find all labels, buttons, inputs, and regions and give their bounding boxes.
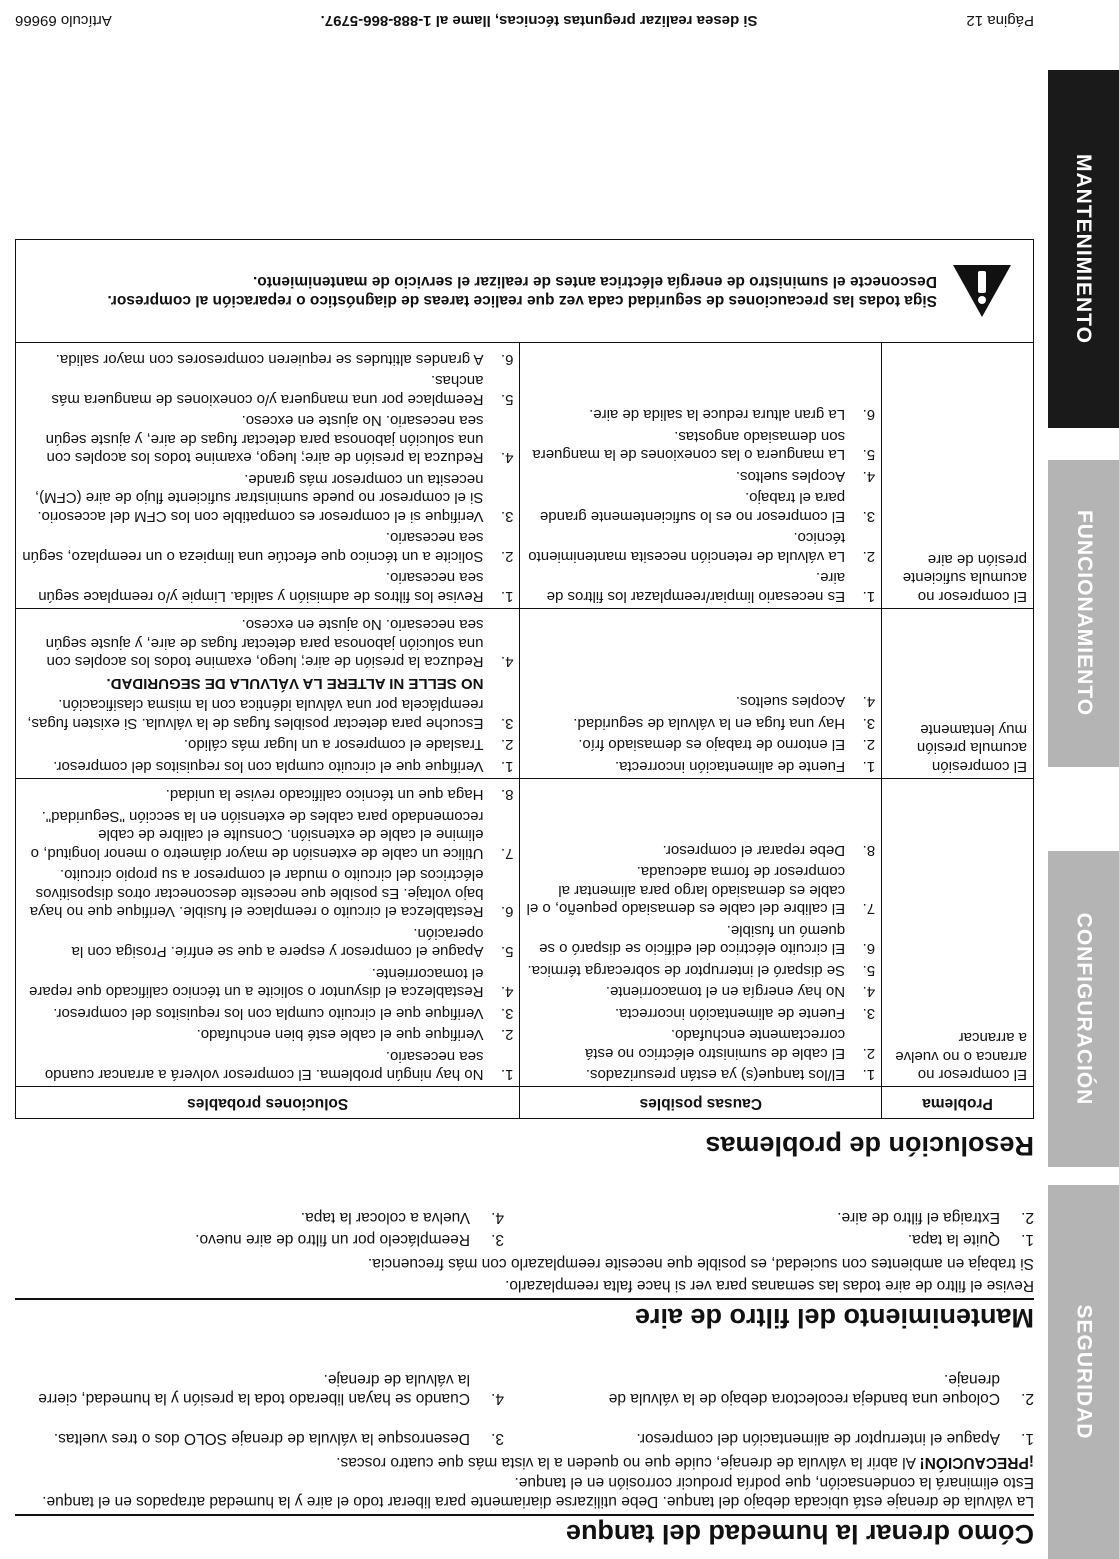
item-number: Artículo 69666 bbox=[15, 12, 112, 29]
col-header-problem: Problema bbox=[882, 1087, 1034, 1119]
list-item: 4. No hay energía en el tomacorriente. bbox=[605, 983, 876, 1001]
tab-mantenimiento: MANTENIMIENTO bbox=[1048, 70, 1119, 428]
col-header-solutions: Soluciones probables bbox=[16, 1087, 520, 1119]
list-item: 1. Verifique que el circuito cumpla con los requisitos del compresor. bbox=[53, 758, 514, 775]
caution-text: Al abrir la válvula de drenaje, cuide que no queden a la vista más que cuatro roscas. bbox=[336, 1454, 920, 1471]
filter-title-rule bbox=[15, 1298, 1034, 1300]
warning-cell bbox=[16, 240, 1034, 343]
list-item: 1. No hay ningún problema. El compresor volverá a arrancar cuando sea necesario. bbox=[44, 1048, 514, 1084]
info-triangle-icon bbox=[937, 264, 1027, 320]
problem-cell: El compresor no arranca o no vuelve a arrancar bbox=[882, 779, 1034, 1088]
list-item: 2. Verifique que el cable esté bien enchufado. bbox=[196, 1026, 514, 1044]
tab-funcionamiento: FUNCIONAMIENTO bbox=[1048, 460, 1119, 767]
page-footer bbox=[15, 12, 1034, 29]
warning-line-2: Desconecte el suministro de energía eléctrica antes de realizar el servicio de mantenimiento. bbox=[253, 273, 937, 291]
list-item: 6. La gran altura reduce la salida de aire. bbox=[589, 406, 876, 424]
table-row bbox=[16, 343, 1034, 609]
list-item: 3. Verifique que el circuito cumpla con los requisitos del compresor. bbox=[53, 1005, 514, 1022]
list-item: 6. El circuito eléctrico del edificio se disparó o se quemó un fusible. bbox=[539, 922, 876, 958]
list-item: 2. La válvula de retención necesita mantenimiento técnico. bbox=[528, 529, 876, 565]
drain-title: Cómo drenar la humedad del tanque bbox=[565, 1519, 1034, 1549]
list-item: 3. Hay una fuga en la válvula de seguridad. bbox=[573, 715, 876, 732]
drain-step: 4. Cuando se hayan liberado toda la presión y la humedad, cierre la válvula de drenaje. bbox=[38, 1371, 504, 1407]
drain-step: 3. Desenrosque la válvula de drenaje SOLO dos o tres vueltas. bbox=[53, 1430, 504, 1447]
causes-cell bbox=[520, 779, 882, 1088]
drain-step: 2. Coloque una bandeja recolectora debajo de la válvula de drenaje. bbox=[608, 1371, 1034, 1407]
filter-step: 2. Extraiga el filtro de aire. bbox=[837, 1209, 1034, 1226]
list-item: 3. Fuente de alimentación incorrecta. bbox=[614, 1005, 876, 1022]
list-item: 8. Debe reparar el compresor. bbox=[662, 842, 876, 859]
solutions-cell bbox=[16, 343, 520, 609]
causes-cell bbox=[520, 609, 882, 779]
warning-box bbox=[22, 244, 1027, 340]
list-item: 4. Reduzca la presión de aire; luego, examine todos los acoples con una solución jabonosa para detectar fugas de aire, y ajuste según sea necesario. No ajuste en exceso. bbox=[45, 616, 514, 671]
drain-step: 1. Apague el interruptor de alimentación del compresor. bbox=[636, 1430, 1034, 1447]
list-item: 6. A grandes altitudes se requieren compresores con mayor salida. bbox=[55, 351, 514, 368]
list-item: 3. Escuche para detectar posibles fugas de la válvula. Si existen fugas, reemplácela por una válvula idéntica con la misma clasificación. bbox=[27, 696, 514, 732]
tab-seguridad: SEGURIDAD bbox=[1048, 1185, 1119, 1559]
troubleshooting-table bbox=[15, 240, 1034, 1120]
list-item: 6. Restablezca el circuito o reemplace el fusible. Verifique que no haya bajo voltaje. Es posible que necesite desconectar otros dispositivos eléctricos del circuito o mudar el compresor a su propio circuito. bbox=[29, 866, 514, 921]
table-row bbox=[16, 779, 1034, 1088]
tab-configuracion: CONFIGURACIÓN bbox=[1048, 851, 1119, 1167]
drain-intro: La válvula de drenaje está ubicada debajo del tanque. Debe utilizarse diariamente para liberar todo el aire y la humedad atrapados en el tanque. Esto eliminará la condensación, que podría producir corrosión en el tanque. bbox=[42, 1474, 1034, 1510]
list-item: 5. Apague el compresor y espere a que se enfríe. Prosiga con la operación. bbox=[71, 925, 514, 961]
drain-caution bbox=[24, 1453, 1034, 1472]
list-item: NO SELLE NI ALTERE LA VÁLVULA DE SEGURIDAD. bbox=[106, 675, 484, 692]
list-item: 2. Traslade el compresor a un lugar más cálido. bbox=[183, 736, 514, 754]
list-item: 7. El calibre del cable es demasiado pequeño, o el cable es demasiado largo para alimentar al compresor de forma adecuada. bbox=[526, 863, 876, 918]
filter-p2: Si trabaja en ambientes con suciedad, es posible que necesite reemplazarlo con más frecuencia. bbox=[367, 1255, 1034, 1272]
list-item: 1. El/los tanque(s) ya están presurizados. bbox=[585, 1066, 876, 1084]
drain-steps bbox=[15, 1368, 1034, 1448]
caution-label: ¡PRECAUCIÓN! bbox=[919, 1454, 1034, 1471]
list-item: 4. Restablezca el disyuntor o solicite a un técnico calificado que repare el tomacorriente. bbox=[29, 965, 514, 1001]
list-item: 2. El cable de suministro eléctrico no está correctamente enchufado. bbox=[584, 1026, 876, 1062]
list-item: 4. Acoples sueltos. bbox=[735, 693, 876, 711]
problem-cell: El compresor no acumula suficiente presión de aire bbox=[882, 343, 1034, 609]
col-header-causes: Causas posibles bbox=[520, 1087, 882, 1119]
list-item: 5. Se disparó el interruptor de sobrecarga térmica. bbox=[527, 962, 876, 979]
section-tabs bbox=[1048, 0, 1119, 1559]
warning-text bbox=[99, 273, 937, 311]
problem-cell: El compresión acumula presión muy lentamente bbox=[882, 609, 1034, 779]
table-body bbox=[16, 343, 1034, 1087]
list-item: 3. El compresor no es lo suficientemente grande para el trabajo. bbox=[539, 489, 876, 525]
list-item: 3. Verifique si el compresor es compatible con los CFM del accesorio. Si el compresor no puede suministrar suficiente flujo de aire (CFM), necesita un compresor más grande. bbox=[34, 471, 514, 525]
list-item: 2. Solicite a un técnico que efectúe una limpieza o un reemplazo, según sea necesario. bbox=[22, 529, 514, 565]
list-item: 1. Fuente de alimentación incorrecta. bbox=[614, 758, 876, 775]
filter-p1: Revise el filtro de aire todas las semanas para ver si hace falta reemplazarlo. bbox=[505, 1277, 1034, 1294]
filter-step: 4. Vuelva a colocar la tapa. bbox=[300, 1209, 504, 1226]
support-phone-text: Si desea realizar preguntas técnicas, llame al 1-888-866-5797. bbox=[320, 12, 758, 29]
list-item: 4. Reduzca la presión de aire; luego, examine todos los acoples con una solución jabonosa para detectar fugas de aire, y ajuste según sea necesario. No ajuste en exceso. bbox=[45, 412, 514, 467]
list-item: 8. Haga que un técnico calificado revise la unidad. bbox=[165, 786, 514, 804]
list-item: 2. El entorno de trabajo es demasiado frío. bbox=[578, 736, 876, 754]
solutions-cell bbox=[16, 609, 520, 779]
warning-line-1: Siga todas las precauciones de seguridad cada vez que realice tareas de diagnóstico o reparación al compresor. bbox=[107, 292, 937, 310]
page-number: Página 12 bbox=[966, 12, 1034, 29]
causes-cell bbox=[520, 343, 882, 609]
page-content bbox=[15, 0, 1034, 1559]
table-header-row bbox=[16, 1087, 1034, 1119]
list-item: 1. Es necesario limpiar/reemplazar los filtros de aire. bbox=[546, 569, 876, 605]
list-item: 5. La manguera o las conexiones de la manguera son demasiado angostas. bbox=[532, 428, 876, 464]
warning-row bbox=[16, 240, 1034, 343]
troubleshooting-title: Resolución de problemas bbox=[705, 1131, 1034, 1161]
list-item: 1. Revise los filtros de admisión y salida. Limpie y/o reemplace según sea necesario. bbox=[38, 569, 514, 605]
list-item: 7. Utilice un cable de extensión de mayor diámetro o menor longitud, o elimine el cable de extensión. Consulte el calibre de cable recomendado para cables de extensión en la sección "Seguridad". bbox=[30, 808, 514, 862]
solutions-cell bbox=[16, 779, 520, 1088]
list-item: 5. Reemplace por una manguera y/o conexiones de manguera más anchas. bbox=[51, 372, 514, 408]
filter-step: 1. Quite la tapa. bbox=[907, 1231, 1034, 1248]
drain-title-rule bbox=[15, 1514, 1034, 1516]
filter-steps bbox=[15, 1205, 1034, 1249]
filter-step: 3. Reemplácelo por un filtro de aire nuevo. bbox=[195, 1231, 504, 1248]
table-row bbox=[16, 609, 1034, 779]
filter-title: Mantenimiento del filtro de aire bbox=[634, 1303, 1034, 1333]
list-item: 4. Acoples sueltos. bbox=[735, 468, 876, 485]
